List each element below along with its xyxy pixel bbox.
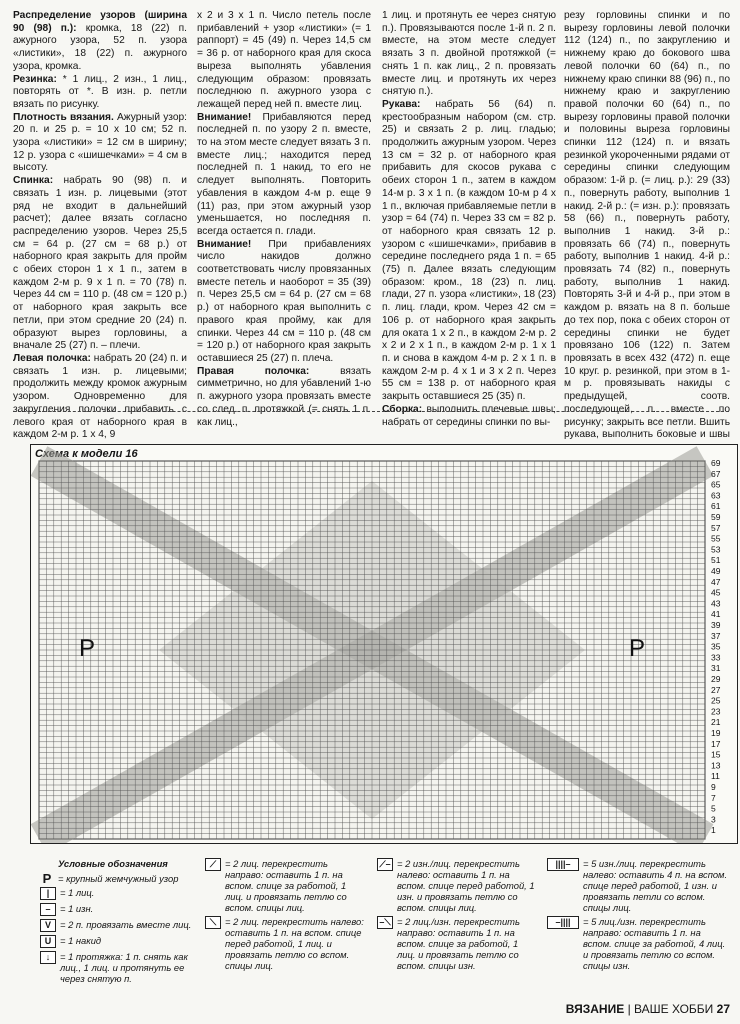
legend-symbol: ⟍ xyxy=(205,916,221,929)
chart-row-number: 49 xyxy=(711,566,721,576)
chart-row-number: 69 xyxy=(711,458,721,468)
paragraph-text: набрать 20 (24) п. и связать 1 изн. р. лицевыми; продолжить между кромок ажурным узором. Одновременно для закругления полочки прибавить с левого края от наборного края в каждом 2-м р. 1 х 4, 9 xyxy=(13,352,187,441)
paragraph-heading: Плотность вязания. xyxy=(13,111,114,123)
paragraph-heading: Внимание! xyxy=(197,238,252,250)
paragraph-text: 1 лиц. и протянуть ее через снятую п.). Провязываются после 1-й п. 2 п. вместе, на этом месте следует вязать 3 п. двойной протяжкой (= снять 1 п. как лиц., 2 п. провязать вместе лиц. и протянуть их через снятую п.). xyxy=(382,10,556,98)
chart-row-number: 67 xyxy=(711,468,721,479)
chart-row-number: 5 xyxy=(711,803,716,814)
chart-row-number: 51 xyxy=(711,555,721,566)
paragraph-text: При прибавлениях число накидов должно соответствовать числу провязанных вместе петель и наоборот = 35 (39) п. Через 25,5 см = 64 р. (27 см = 68 р.) от наборного края выполнить с правого края пройму, как для спинки. Через 44 см = 110 р. (48 см = 120 р.) от наборного края закрыть оставшиеся 25 (27) п. плеча. xyxy=(197,238,371,364)
paragraph-heading: Спинка: xyxy=(13,175,54,187)
legend-item xyxy=(205,916,365,971)
paragraph-text: набрать 90 (98) п. и связать 1 изн. р. лицевыми (этот ряд не входит в дальнейший расчет); далее вязать согласно распределению узоров. Через 25,5 см = 64 р. (27 см = 68 р.) от наборного края закрыть для пройм с обеих сторон 1 х 1 п., затем в каждом 2-м р. 9 х 1 п. = 70 (78) п. Через 44 см = 110 р. (48 см = 120 р.) от наборного края закрыть все петли, при этом средние 20 (24) п. образуют вырез горловины, а вначале 25 (27) п. – плечи. xyxy=(13,175,187,352)
chart-grid xyxy=(31,445,737,843)
footer-magazine: ВАШЕ ХОББИ xyxy=(634,1002,714,1016)
legend-text: = 1 протяжка: 1 п. снять как лиц., 1 лиц. и протянуть ее через снятую п. xyxy=(60,951,188,984)
legend-text: = 2 п. провязать вместе лиц. xyxy=(60,919,192,930)
paragraph-text: Ажурный узор: 20 п. и 25 р. = 10 х 10 см; 52 п. узора «листики» = 12 см в ширину; 12 р. узора с «шишечками» = 4 см в высоту. xyxy=(13,111,188,174)
paragraph-text: х 2 и 3 х 1 п. Число петель после прибавлений + узор «листики» (= 1 раппорт) = 45 (49) п. Через 14,5 см = 36 р. от наборного края для скоса выреза выполнять убавления следующим образом: провязать последнюю п. ажурного узора с лежащей перед ней п. вместе лиц. xyxy=(197,10,371,110)
chart-row-number: 1 xyxy=(711,825,716,836)
pearl-pattern-mark: Р xyxy=(629,635,646,662)
paragraph-heading: Правая полочка: xyxy=(197,365,310,377)
footer-page-number: 27 xyxy=(716,1002,730,1016)
chart-row-number: 17 xyxy=(711,738,721,749)
legend-item xyxy=(40,903,195,916)
chart-row-number: 63 xyxy=(711,490,721,501)
legend-symbol: | xyxy=(40,887,56,900)
legend-column-4 xyxy=(547,858,732,974)
legend-column-3 xyxy=(377,858,537,974)
chart-row-number: 57 xyxy=(711,522,721,533)
chart-row-number: 47 xyxy=(711,576,721,587)
legend-item xyxy=(377,858,537,913)
footer-section: ВЯЗАНИЕ xyxy=(565,1002,625,1016)
legend-text: = 5 изн./лиц. перекрестить налево: оставить 4 п. на вспом. спице перед работой, 1 изн. и провязать петли со вспом. спицы лиц. xyxy=(583,858,728,913)
footer-separator: | xyxy=(627,1002,631,1016)
paragraph-text: * 1 лиц., 2 изн., 1 лиц., повторять от *. В изн. р. петли вязать по рисунку. xyxy=(13,73,187,110)
chart-row-number: 55 xyxy=(711,533,721,544)
chart-title: Схема к модели 16 xyxy=(35,448,138,460)
legend-item xyxy=(40,887,195,900)
legend-column-2 xyxy=(205,858,365,974)
chart-row-number: 7 xyxy=(711,792,716,803)
text-column-2 xyxy=(197,10,371,429)
paragraph-text: Прибавляются перед последней п. по узору 2 п. вместе, то на этом месте следует вязать 3 п. вместе лиц.; находится перед последней п. 1 накид, то его не следует выполнять. Повторить убавления в каждом 4-м р. еще 9 (11) раз, при этом ажурный узор уменьшается, но последняя п. всегда остается п. глади. xyxy=(197,111,371,237)
legend-text: = 5 лиц./изн. перекрестить направо: оставить 1 п. на вспом. спице за работой, 4 лиц. и провязать петлю со вспом. спицы изн. xyxy=(583,916,726,971)
paragraph-heading: Резинка: xyxy=(13,73,57,85)
legend-item xyxy=(40,919,195,932)
paragraph-heading: Распределение узоров (ширина 90 (98) п.): xyxy=(13,10,187,34)
legend-symbol: –⟍ xyxy=(377,916,393,929)
chart-row-number: 13 xyxy=(711,760,721,771)
chart-row-number: 19 xyxy=(711,728,721,738)
legend-text: = 2 лиц. перекрестить налево: оставить 1 п. на вспом. спице перед работой, 1 лиц. и провязать петлю со вспом. спицы лиц. xyxy=(225,916,364,971)
legend-text: = крупный жемчужный узор xyxy=(58,873,179,884)
legend-symbol: ⟋– xyxy=(377,858,393,871)
legend-symbol: ⟋ xyxy=(205,858,221,871)
legend-symbol: ||||– xyxy=(547,858,579,871)
chart-row-number: 27 xyxy=(711,684,721,695)
legend-symbol: –|||| xyxy=(547,916,579,929)
chart-row-number: 35 xyxy=(711,641,721,652)
paragraph-text: вязать симметрично, но для убавлений 1-ю п. ажурного узора провязать вместе со след. п. протяжкой (= снять 1 п. как лиц., xyxy=(197,365,372,428)
paragraph-text: набрать 56 (64) п. крестообразным набором (см. стр. 25) и связать 2 р. лиц. гладью; продолжить ажурным узором. Через 13 см = 32 р. от наборного края прибавить для скосов рукава с обеих сторон 1 п., затем в каждом 14-м р. 3 х 1 п. (в каждом 10-м р 4 х 1 п., включая прибавляемые петли в узор = 64 (74) п. Через 33 см = 82 р. от наборного края связать 12 р. узором с «шишечками», прибавив в середине последнего ряда 1 п. = 65 (75) п. Далее вязать следующим образом: кром., 18 (23) п. лиц. глади, 27 п. узора «листики», 18 (23) п. лиц. глади, кром. Через 42 см = 106 р. от наборного края закрыть для оката 1 х 2 п., в каждом 2-м р. 2 х 2 и 2 х 1 п., в каждом 2-м р. 1 х 1 п. и снова в каждом 4-м р. 2 х 1 п. в каждом 2-м р. 4 х 1 и 3 х 2 п. Через 55 см = 138 р. от наборного края закрыть оставшиеся 25 (35) п. xyxy=(382,98,556,403)
chart-row-number: 41 xyxy=(711,609,721,620)
legend-text: = 2 лиц./изн. перекрестить направо: оставить 1 п. на вспом. спице за работой, 1 лиц. и провязать петлю со вспом. спицы изн. xyxy=(397,916,520,971)
legend-item xyxy=(40,873,195,884)
chart-row-number: 33 xyxy=(711,652,721,663)
chart-row-number: 23 xyxy=(711,706,721,717)
legend-item xyxy=(40,935,195,948)
legend-column-1 xyxy=(40,858,195,987)
chart-row-number: 9 xyxy=(711,782,716,792)
paragraph-heading: Сборка: xyxy=(382,403,423,415)
chart-row-number: 43 xyxy=(711,598,721,609)
paragraph-text: резу горловины спинки и по вырезу горловины левой полочки 112 (124) п., по закруглению и нижнему краю до бокового шва левой полочки 60 (64) п., по нижнему краю спинки 88 (96) п., по нижнему краю и закруглению правой полочки 60 (64) п., по вырезу горловины правой полочки и половины выреза горловины спинки 112 (124) п. и вязать резинкой укороченными рядами от середины спинки следующим образом: 1-й р. (= лиц. р.): 29 (33) п., повернуть работу, выполнив 1 накид. 2-й р.: (= изн. р.): провязать 58 (66) п., повернуть работу, выполнив 1 накид. 3-й р.: провязать 66 (74) п., повернуть работу, выполнив 1 накид. 4-й р.: провязать 74 (82) п., повернуть работу, выполнив 1 накид. Повторять 3-й и 4-й р., при этом в каждом р. вязать на 8 п. больше до тех пор, пока с обеих сторон от середины спинки не будет провязано 106 (122) п. Затем провязать в всех 432 (472) п. еще 10 круг. р. резинкой, при этом в 1-м р. провязывать накиды с предыдущей, соотв. последующей, п. вместе по рисунку; закрыть все петли. Вшить рукава, выполнить боковые и швы xyxy=(564,10,730,441)
legend-item xyxy=(547,916,732,971)
chart-row-number: 11 xyxy=(711,771,720,782)
chart-row-number: 29 xyxy=(711,674,721,684)
legend-item xyxy=(377,916,537,971)
paragraph-heading: Левая полочка: xyxy=(13,352,91,364)
legend-text: = 2 изн./лиц. перекрестить налево: оставить 1 п. на вспом. спице перед работой, 1 изн. и провязать петлю со вспом. спицы лиц. xyxy=(397,858,535,913)
chart-row-number: 45 xyxy=(711,587,721,598)
paragraph-heading: Рукава: xyxy=(382,98,421,110)
text-column-3 xyxy=(382,10,556,429)
legend-text: = 1 лиц. xyxy=(60,887,95,898)
pearl-pattern-mark: Р xyxy=(79,635,96,662)
page-footer xyxy=(566,1002,730,1016)
legend-item xyxy=(547,858,732,913)
text-column-4 xyxy=(564,10,730,455)
chart-row-number: 59 xyxy=(711,512,721,522)
chart-row-number: 53 xyxy=(711,544,721,555)
legend-symbol: U xyxy=(40,935,56,948)
knitting-chart xyxy=(30,444,738,844)
chart-row-number: 61 xyxy=(711,501,721,512)
legend-item xyxy=(205,858,365,913)
text-column-1 xyxy=(13,10,187,442)
paragraph-text: кромка, 18 (22) п. ажурного узора, 52 п. узора «листики», 18 (22) п. ажурного узора, кромка. xyxy=(13,22,187,72)
chart-row-number: 37 xyxy=(711,630,721,641)
legend-symbol: – xyxy=(40,903,56,916)
legend-symbol: V xyxy=(40,919,56,932)
paragraph-text: выполнить плечевые швы; набрать от середины спинки по вы- xyxy=(382,403,556,428)
chart-row-number: 31 xyxy=(711,663,721,674)
chart-row-number: 25 xyxy=(711,695,721,706)
paragraph-heading: Внимание! xyxy=(197,111,252,123)
legend-title: Условные обозначения xyxy=(58,858,168,869)
legend-text: = 2 лиц. перекрестить направо: оставить 1 п. на вспом. спице за работой, 1 лиц. и провязать петлю со вспом. спицы лиц. xyxy=(225,858,347,913)
chart-row-number: 3 xyxy=(711,814,716,825)
chart-row-number: 39 xyxy=(711,620,721,630)
legend-symbol: Р xyxy=(42,871,52,886)
section-divider xyxy=(13,411,729,412)
chart-row-number: 21 xyxy=(711,717,721,728)
legend-symbol: ↓ xyxy=(40,951,56,964)
legend-text: = 1 накид xyxy=(60,935,102,946)
legend-item xyxy=(40,951,195,984)
chart-row-number: 15 xyxy=(711,749,721,760)
legend-text: = 1 изн. xyxy=(60,903,94,914)
chart-row-number: 65 xyxy=(711,479,721,490)
